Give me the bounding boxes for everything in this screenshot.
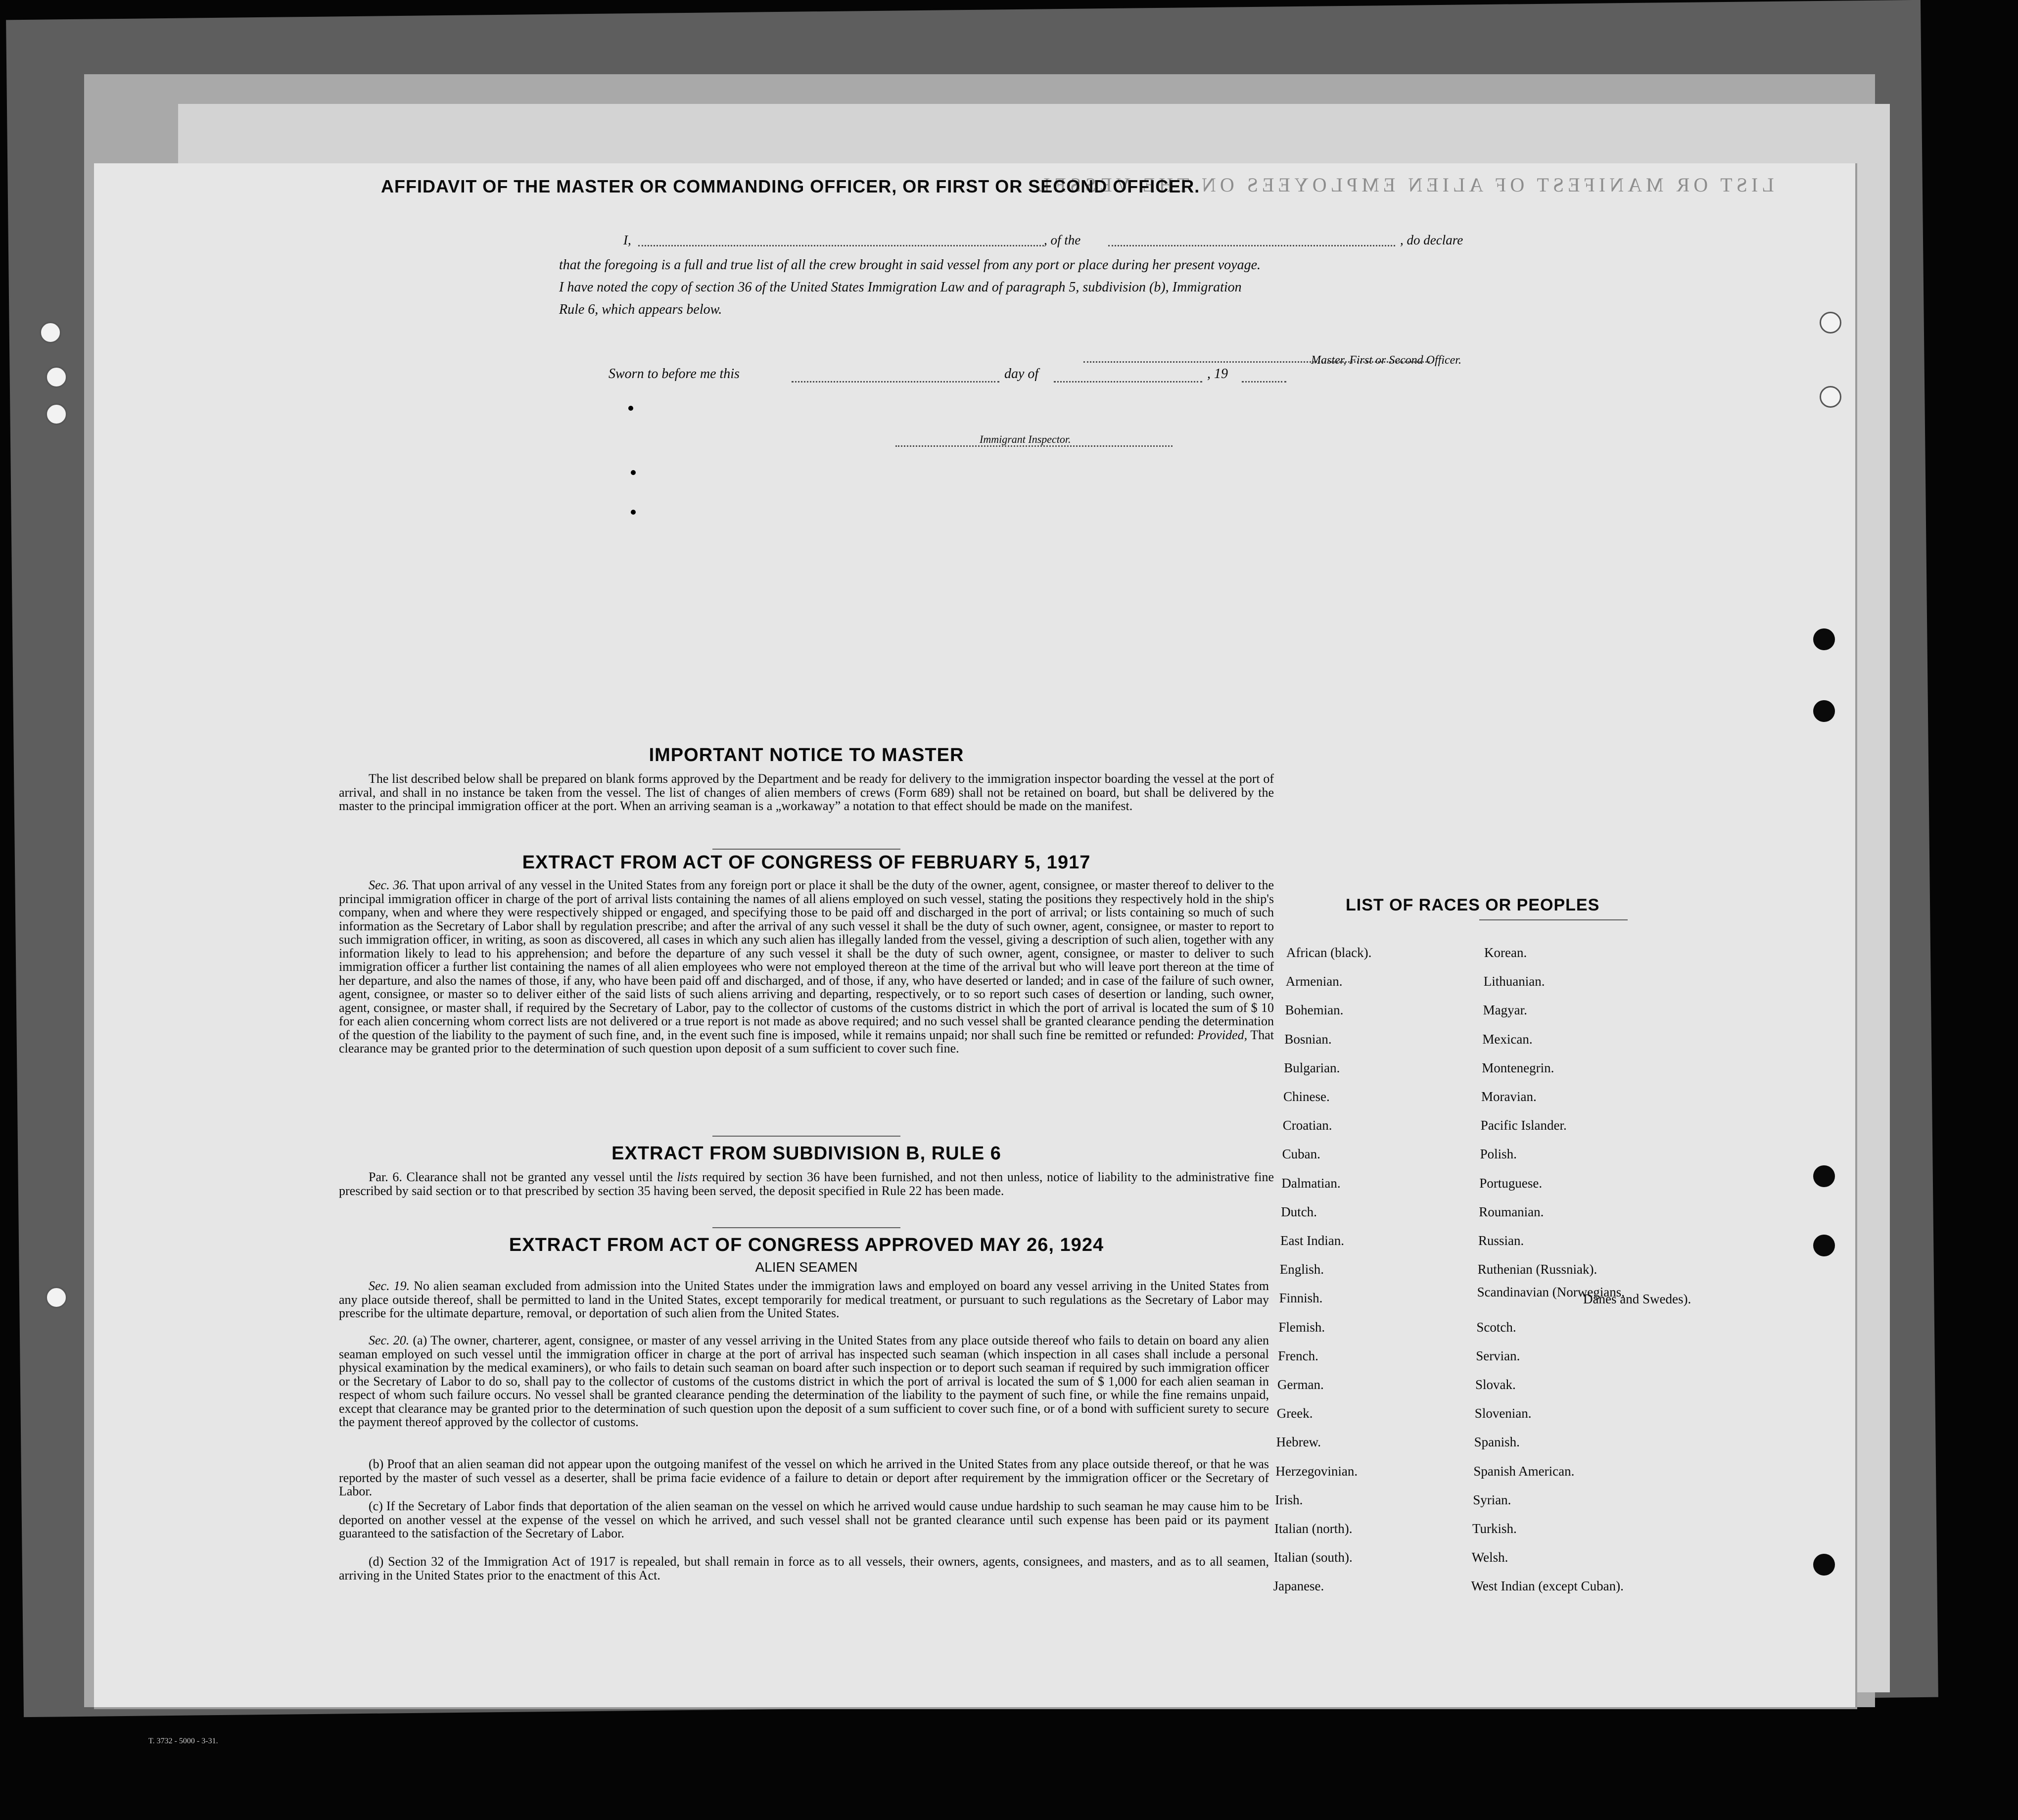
month-blank xyxy=(1054,381,1202,383)
punch-hole xyxy=(1813,1235,1835,1256)
race-item: Armenian. xyxy=(1285,974,1343,989)
race-item: Scandinavian (Norwegians, xyxy=(1477,1285,1625,1300)
race-item: Polish. xyxy=(1480,1147,1517,1162)
sworn-text: Sworn to before me this xyxy=(609,366,740,382)
sec-36-tail: That clearance may be granted prior to the determination of such question upon deposit of a sum sufficient to cover such fine. xyxy=(339,1027,1274,1055)
race-item: Dalmatian. xyxy=(1281,1175,1341,1191)
race-item: Bulgarian. xyxy=(1284,1060,1340,1075)
sec-20c-text: (c) If the Secretary of Labor finds that deportation of the alien seaman on the vessel on which he arrived would cause undue hardship to such seaman he may cause him to be deported on another vessel at the expense of the vessel on which he arrived, and such vessel shall not be granted clearance until such expense has been paid or its payment guaranteed to the satisfaction of the Secretary of Labor. xyxy=(339,1499,1269,1540)
name-blank xyxy=(638,245,1044,246)
year-text: , 19 xyxy=(1207,366,1228,382)
notice-title: IMPORTANT NOTICE TO MASTER xyxy=(649,745,964,766)
race-item: Lithuanian. xyxy=(1483,974,1545,989)
vessel-blank xyxy=(1108,245,1395,246)
race-item: Flemish. xyxy=(1278,1319,1325,1335)
race-item: Finnish. xyxy=(1279,1291,1323,1306)
form-code: T. 3732 - 5000 - 3-31. xyxy=(148,1737,218,1745)
race-item: Cuban. xyxy=(1282,1147,1320,1162)
notice-text: The list described below shall be prepared on blank forms approved by the Department and be ready for delivery to the immigration inspector boarding the vessel at the port of arrival, and shall in no instance be taken from the vessel. The list of changes of alien members of crews (Form 689) shall not be retained on board, but shall be delivered by the master to the principal immigration officer at the port. When an arriving seaman is a „workaway” a notation to that effect should be made on the manifest. xyxy=(339,771,1274,813)
subdivision-text xyxy=(339,1170,1274,1197)
ink-mark xyxy=(628,406,633,411)
affidavit-line-4: Rule 6, which appears below. xyxy=(559,302,722,317)
affidavit-declare: , do declare xyxy=(1400,233,1463,247)
race-item: Turkish. xyxy=(1472,1521,1517,1536)
race-item: Italian (south). xyxy=(1273,1550,1353,1565)
punch-hole xyxy=(1813,700,1835,722)
punch-hole xyxy=(1813,1165,1835,1187)
punch-hole xyxy=(46,366,67,388)
race-item: Herzegovinian. xyxy=(1275,1463,1358,1479)
race-item: Croatian. xyxy=(1282,1118,1332,1133)
race-item: Spanish American. xyxy=(1473,1463,1575,1479)
race-item: Welsh. xyxy=(1471,1550,1508,1565)
race-item: Bosnian. xyxy=(1284,1031,1332,1047)
ink-mark xyxy=(631,510,636,515)
provided-label: Provided, xyxy=(1197,1027,1248,1042)
race-item: African (black). xyxy=(1286,945,1372,960)
race-item: Slovenian. xyxy=(1474,1406,1532,1421)
ink-mark xyxy=(631,470,636,475)
race-item: Ruthenian (Russniak). xyxy=(1477,1262,1597,1277)
bleed-through-header: LIST OR MANIFEST OF ALIEN EMPLOYEES ON THE VESSEL xyxy=(1034,174,1774,196)
race-item: Hebrew. xyxy=(1276,1435,1321,1450)
race-item: Slovak. xyxy=(1475,1377,1516,1392)
race-item: Spanish. xyxy=(1474,1435,1520,1450)
race-item: West Indian (except Cuban). xyxy=(1471,1579,1624,1594)
divider xyxy=(712,1136,900,1137)
race-item: Montenegrin. xyxy=(1482,1060,1554,1075)
punch-hole xyxy=(1813,1554,1835,1576)
sec-36-label: Sec. 36. xyxy=(369,878,409,892)
form-page xyxy=(94,163,1857,1709)
punch-hole xyxy=(46,1287,67,1308)
affidavit-of-the: , of the xyxy=(1044,233,1081,247)
punch-hole xyxy=(1813,628,1835,650)
par-6-pre: Par. 6. Clearance shall not be granted any vessel until the xyxy=(369,1170,673,1184)
par-6-lists: lists xyxy=(677,1170,698,1184)
alien-seamen-subtitle: ALIEN SEAMEN xyxy=(755,1259,858,1275)
race-item: German. xyxy=(1277,1377,1324,1392)
race-item: Roumanian. xyxy=(1479,1204,1544,1219)
affidavit-i: I, xyxy=(623,233,631,247)
sec-36-body: That upon arrival of any vessel in the United States from any foreign port or place it shall be the duty of the owner, agent, consignee, or master thereof to deliver to the principal immigration officer in charge of the port of arrival lists containing the names of all aliens employed on such vessel, stating the positions they respectively hold in the ship's company, when and where they were respectively shipped or engaged, and specifying those to be paid off and discharged in the port of arrival; or lists containing so much of such information as the Secretary of Labor shall by regulation prescribe; and after the arrival of any such vessel it shall be the duty of such owner, agent, consignee, or master to report to such immigration officer, in writing, as soon as discovered, all cases in which any such alien has illegally landed from the vessel, giving a description of such alien, together with any information likely to lead to his apprehension; and before the departure of any such vessel it shall be the duty of such owner, agent, consignee, or master to deliver to such immigration officer a further list containing the names of all alien employees who were not employed thereon at the time of the arrival but who will leave port thereon at the time of her departure, and also the names of those, if any, who have been paid off and discharged, and of those, if any, who have deserted or landed; and in case of the failure of such owner, agent, consignee, or master so to deliver either of the said lists of such aliens arriving and departing, respectively, or to so report such cases of desertion or landing, such owner, agent, consignee, or master shall, if required by the Secretary of Labor, pay to the collector of customs of the customs district in which the port of arrival is located the sum of $ 10 for each alien concerning whom correct lists are not delivered or a true report is not made as above required; and no such vessel shall be granted clearance pending the determination of the question of the liability to the payment of such fine, and, in the event such fine is imposed, while it remains unpaid; nor shall such fine be remitted or refunded: xyxy=(339,878,1274,1042)
race-item: Moravian. xyxy=(1481,1089,1537,1104)
race-item: Magyar. xyxy=(1483,1003,1527,1018)
sec-19-label: Sec. 19. xyxy=(369,1279,410,1293)
punch-hole xyxy=(1820,386,1841,408)
par-6-body: required by section 36 have been furnished, and not then unless, notice of liability to the administrative fine prescribed by said section or to that prescribed by section 35 having been served, the deposit specified in Rule 22 has been made. xyxy=(339,1170,1274,1198)
sec-19-text xyxy=(339,1279,1269,1320)
race-item: Chinese. xyxy=(1283,1089,1330,1104)
race-item: Irish. xyxy=(1275,1492,1303,1507)
sec-20b-text: (b) Proof that an alien seaman did not appear upon the outgoing manifest of the vessel on which he arrived in the United States from any place outside thereof, or that he was reported by the master of such vessel as a deserter, shall be prima facie evidence of a failure to detain or deport after requirement by the immigration officer or the Secretary of Labor. xyxy=(339,1457,1269,1498)
race-item: English. xyxy=(1279,1262,1324,1277)
race-item: Dutch. xyxy=(1281,1204,1317,1219)
affidavit-title: AFFIDAVIT OF THE MASTER OR COMMANDING OFFICER, OR FIRST OR SECOND OFFICER. xyxy=(381,176,1200,196)
extract-1924-title: EXTRACT FROM ACT OF CONGRESS APPROVED MAY 26, 1924 xyxy=(509,1235,1104,1255)
race-item: Portuguese. xyxy=(1479,1175,1543,1191)
divider xyxy=(1479,919,1628,920)
divider xyxy=(712,1227,900,1228)
affidavit-line-3: I have noted the copy of section 36 of the United States Immigration Law and of paragraph 5, subdivision (b), Immigration xyxy=(559,280,1242,295)
race-item: Mexican. xyxy=(1482,1031,1533,1047)
punch-hole xyxy=(1820,312,1841,334)
race-item: Japanese. xyxy=(1273,1579,1324,1594)
race-item: Pacific Islander. xyxy=(1480,1118,1567,1133)
extract-1917-title: EXTRACT FROM ACT OF CONGRESS OF FEBRUARY 5, 1917 xyxy=(522,852,1091,873)
sec-19-body: No alien seaman excluded from admission into the United States under the immigration laws and employed on board any vessel arriving in the United States from any place outside thereof, shall be permitted to land in the United States, except temporarily for medical treatment, or pursuant to such regulations as the Secretary of Labor may prescribe for the ultimate departure, removal, or deportation of such alien from the United States. xyxy=(339,1279,1269,1320)
divider xyxy=(712,849,900,850)
sec-20d-text: (d) Section 32 of the Immigration Act of 1917 is repealed, but shall remain in force as to all vessels, their owners, agents, consignees, and masters, and as to all seamen, arriving in the United States prior to the enactment of this Act. xyxy=(339,1554,1269,1582)
race-item: East Indian. xyxy=(1280,1233,1344,1248)
race-scandinavian-continued: Danes and Swedes). xyxy=(1583,1292,1691,1306)
race-item: Scotch. xyxy=(1476,1319,1516,1335)
punch-hole xyxy=(46,403,67,425)
sec-20a-text xyxy=(339,1334,1269,1429)
sec-20-label: Sec. 20. xyxy=(369,1333,410,1347)
affidavit-line-2: that the foregoing is a full and true list of all the crew brought in said vessel from any port or place during her present voyage. xyxy=(559,257,1261,273)
race-item: Korean. xyxy=(1484,945,1527,960)
race-item: Italian (north). xyxy=(1274,1521,1353,1536)
race-item: French. xyxy=(1278,1348,1318,1363)
punch-hole xyxy=(40,322,61,343)
races-title: LIST OF RACES OR PEOPLES xyxy=(1346,896,1600,914)
day-of-text: day of xyxy=(1004,366,1039,382)
race-item: Servian. xyxy=(1476,1348,1520,1363)
year-blank xyxy=(1242,381,1286,383)
race-item: Bohemian. xyxy=(1285,1003,1344,1018)
sec-20a-body: (a) The owner, charterer, agent, consignee, or master of any vessel arriving in the United States from any place outside thereof who fails to detain on board any alien seaman employed on such vessel until the immigration officer in charge at the port of arrival has inspected such seaman (which inspection in all cases shall include a personal physical examination by the medical examiners), or who fails to detain such seaman on board after such inspection or to deport such seaman if required by such immigration officer or the Secretary of Labor to do so, shall pay to the collector of customs of the customs district in which the port of arrival is located the sum of $ 1,000 for each alien seaman in respect of whom such failure occurs. No vessel shall be granted clearance pending the determination of the liability to the payment of such fine, or while the fine remains unpaid, except that clearance may be granted prior to the determination of such question upon the deposit of a sum sufficient to cover such fine, or of a bond with sufficient surety to secure the payment thereof approved by the collector of customs. xyxy=(339,1333,1269,1429)
master-label: Master, First or Second Officer. xyxy=(1311,354,1461,367)
extract-1917-text xyxy=(339,878,1274,1055)
race-item: Syrian. xyxy=(1473,1492,1511,1507)
subdivision-title: EXTRACT FROM SUBDIVISION B, RULE 6 xyxy=(611,1143,1001,1164)
race-item: Greek. xyxy=(1276,1406,1313,1421)
inspector-label: Immigrant Inspector. xyxy=(980,433,1071,445)
sworn-day-blank xyxy=(792,381,999,383)
race-item: Russian. xyxy=(1478,1233,1524,1248)
